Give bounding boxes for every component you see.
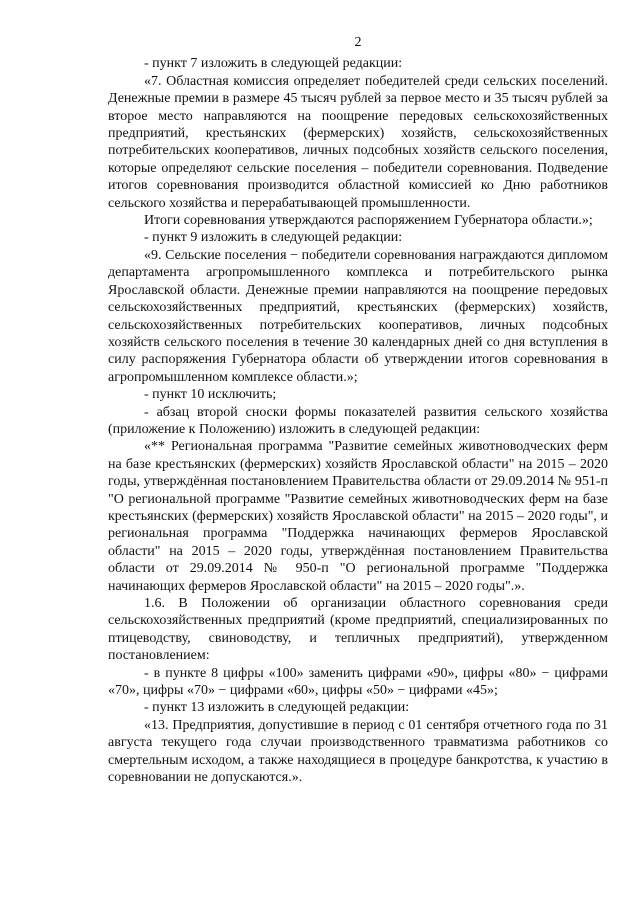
paragraph-point-7-intro: - пункт 7 изложить в следующей редакции: <box>144 56 403 72</box>
paragraph-point-9-intro: - пункт 9 изложить в следующей редакции: <box>144 230 403 246</box>
paragraph-point-9-text: «9. Сельские поселения − победители соревнования награждаются дипломом департамента агропромышленного комплекса и потребительского рынка Ярославской области. Денежные премии направляются на поощрение передовых сельскохозяйственных предприятий, крестьянских (фермерских) хозяйств, сельскохозяйственных потребительских кооперативов, личных подсобных хозяйств сельского поселения в течение 30 календарных дней со дня вступления в силу распоряжения Губернатора области об утверждении итогов соревнования в агропромышленном комплексе области.»; <box>108 247 608 385</box>
paragraph-point-13-text: «13. Предприятия, допустившие в период с 01 сентября отчетного года по 31 августа текущего года случаи производственного травматизма работников со смертельным исходом, а также находящиеся в процедуре банкротства, к участию в соревновании не допускаются.». <box>108 717 608 786</box>
paragraph-point-13-intro: - пункт 13 изложить в следующей редакции: <box>144 700 410 716</box>
paragraph-point-10-exclude: - пункт 10 исключить; <box>144 387 277 403</box>
page-number: 2 <box>354 35 362 50</box>
paragraph-results-approval: Итоги соревнования утверждаются распоряжением Губернатора области.»; <box>144 213 593 229</box>
paragraph-footnote-text: «** Региональная программа "Развитие семейных животноводческих ферм на базе крестьянских (фермерских) хозяйств Ярославской области" на 2015 – 2020 годы, утверждённая постановлением Правительства области от 29.09.2014 № 951-п "О региональной программе "Развитие семейных животноводческих ферм на базе крестьянских (фермерских) хозяйств Ярославской области" на 2015 – 2020 годы", и региональная программа "Поддержка начинающих фермеров Ярославской области" на 2015 – 2020 годы, утверждённая постановлением Правительства области от 29.09.2014 № 950-п "О региональной программе "Поддержка начинающих фермеров Ярославской области" на 2015 – 2020 годы".». <box>108 439 608 594</box>
paragraph-point-8-figures: - в пункте 8 цифры «100» заменить цифрами «90», цифры «80» − цифрами «70», цифры «70» − цифрами «60», цифры «50» − цифрами «45»; <box>108 665 608 699</box>
paragraph-footnote-intro: - абзац второй сноски формы показателей развития сельского хозяйства (приложение к Положению) изложить в следующей редакции: <box>108 404 608 437</box>
paragraph-point-7-text: «7. Областная комиссия определяет победителей среди сельских поселений. Денежные премии в размере 45 тысяч рублей за первое место и 35 тысяч рублей за второе место направляются на поощрение передовых сельскохозяйственных предприятий, крестьянских (фермерских) хозяйств, сельскохозяйственных потребительских кооперативов, личных подсобных хозяйств сельского поселения, которые определяют сельские поселения – победители соревнования. Подведение итогов соревнования производится областной комиссией ко Дню работников сельского хозяйства и перерабатывающей промышленности. <box>108 73 608 211</box>
paragraph-section-1-6: 1.6. В Положении об организации областного соревнования среди сельскохозяйственных предприятий (кроме предприятий, специализированных по птицеводству, свиноводству, и тепличных предприятий), утвержденном постановлением: <box>108 596 608 664</box>
